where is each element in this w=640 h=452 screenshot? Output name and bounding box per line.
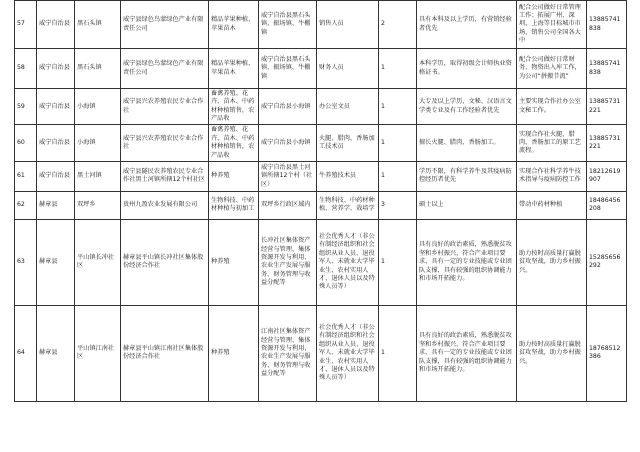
phone-cell: 13885731221	[587, 125, 627, 161]
industry-cell: 畜禽养殖、花卉、苗木、中药材种植销售，农产品收	[209, 89, 259, 125]
requirement-cell: 具有良好的政治素质，熟悉脱贫攻坚和乡村振兴，符合产业项目要求，具有一定的专业技能或专业团队支撑，具有较强的组织协调能力和市场开拓能力。	[417, 305, 517, 401]
phone-cell: 13885741838	[587, 1, 627, 49]
phone-cell: 15285656292	[587, 219, 627, 305]
county-cell: 威宁自治县	[37, 89, 75, 125]
county-cell: 威宁自治县	[37, 161, 75, 191]
county-cell: 赫章县	[37, 305, 75, 401]
requirement-cell: 具有良好的政治素质，熟悉脱贫攻坚和乡村振兴，符合产业项目要求，具有一定的专业技能或专业团队支撑，具有较强的组织协调能力和市场开拓能力。	[417, 219, 517, 305]
unit-cell: 赫章县平山镇江南社区集体股份经济合作社	[121, 305, 209, 401]
unit-cell: 威宁县绿色鸟蒙绿色产业有限责任公司	[121, 49, 209, 89]
duty-cell: 带动中药材种植	[517, 191, 587, 219]
requirement-cell: 大专及以上学历，文秘、汉语言文学类专业及有工作经验者优先	[417, 89, 517, 125]
count-cell: 3	[379, 191, 417, 219]
phone-cell: 13885731221	[587, 89, 627, 125]
industry-cell: 种养殖	[209, 161, 259, 191]
county-cell: 威宁自治县	[37, 1, 75, 49]
table-row	[15, 49, 627, 89]
phone-cell: 18212619907	[587, 161, 627, 191]
row-number: 61	[15, 161, 37, 191]
count-cell: 1	[379, 219, 417, 305]
location-cell: 威宁自治县黑石头镇、振场镇、牛棚镇	[259, 1, 317, 49]
row-number: 58	[15, 49, 37, 89]
town-cell: 黑土河镇	[75, 161, 121, 191]
town-cell: 小海镇	[75, 125, 121, 161]
town-cell: 黑石头镇	[75, 1, 121, 49]
row-number: 62	[15, 191, 37, 219]
duty-cell: 助力按时高质量打赢脱贫攻坚战，助力乡村振兴。	[517, 219, 587, 305]
industry-cell: 种养殖	[209, 305, 259, 401]
unit-cell: 赫章县平山镇长冲社区集体股份经济合作社	[121, 219, 209, 305]
duty-cell: 配合公司做好日常管理工作；拓展广州、深圳、上海等目标城市市场，销售公司全国各大中	[517, 1, 587, 49]
location-cell: 江南社区集体资产经营与管理、集体资源开发与利用、农业生产发展与服务、财务管理与收益分配等	[259, 305, 317, 401]
location-cell: 双坪乡行政区域内	[259, 191, 317, 219]
count-cell: 1	[379, 161, 417, 191]
post-cell: 牛养殖技术员	[317, 161, 379, 191]
table-row	[15, 89, 627, 125]
town-cell: 平山镇长冲社区	[75, 219, 121, 305]
industry-cell: 畜禽养殖、花卉、苗木、中药材种植销售，农产品收	[209, 125, 259, 161]
unit-cell: 威宁县绿色鸟蒙绿色产业有限责任公司	[121, 1, 209, 49]
table-body	[15, 1, 627, 402]
phone-cell: 13885741838	[587, 49, 627, 89]
count-cell: 1	[379, 89, 417, 125]
duty-cell: 助力按时高质量打赢脱贫攻坚战，助力乡村振兴。	[517, 305, 587, 401]
post-cell: 财务人员	[317, 49, 379, 89]
row-number: 59	[15, 89, 37, 125]
table-row	[15, 305, 627, 401]
table-row	[15, 161, 627, 191]
unit-cell: 威宁县隧民农养殖农民专业合作社黑土河镇所辖12个村社区	[121, 161, 209, 191]
phone-cell: 18486456208	[587, 191, 627, 219]
table-row	[15, 219, 627, 305]
post-cell: 社会优秀人才（非公有制经济组织和社会组织从业人员、退役军人、未就业大学毕业生、农村实用人才、退休人员以及特殊人员等）	[317, 219, 379, 305]
industry-cell: 精品苹果种植、苹果苗木	[209, 1, 259, 49]
post-cell: 销售人员	[317, 1, 379, 49]
count-cell: 1	[379, 125, 417, 161]
post-cell: 火腿、腊肉、香肠加工技术员	[317, 125, 379, 161]
town-cell: 小海镇	[75, 89, 121, 125]
table-row	[15, 191, 627, 219]
table-row	[15, 125, 627, 161]
industry-cell: 种养殖	[209, 219, 259, 305]
county-cell: 赫章县	[37, 191, 75, 219]
table-row	[15, 1, 627, 49]
requirement-cell: 学历不限，有科学养牛及其疫病防控经历者优先	[417, 161, 517, 191]
county-cell: 威宁自治县	[37, 125, 75, 161]
location-cell: 威宁自治县黑石头镇、振场镇、牛棚镇	[259, 49, 317, 89]
duty-cell: 主要实现合作社办公室文秘工作。	[517, 89, 587, 125]
unit-cell: 贵州九盈农业发展有限公司	[121, 191, 209, 219]
requirement-cell: 本科学历，取得初级会计师执业资格证书。	[417, 49, 517, 89]
duty-cell: 实现合作社火腿、腊肉、香肠加工的原工艺流程。	[517, 125, 587, 161]
duty-cell: 配合公司做好日常财务、物资出入库工作，为公司“拼搬节流”	[517, 49, 587, 89]
row-number: 63	[15, 219, 37, 305]
count-cell: 1	[379, 305, 417, 401]
row-number: 64	[15, 305, 37, 401]
requirement-cell: 硕士以上	[417, 191, 517, 219]
post-cell: 办公室文员	[317, 89, 379, 125]
duty-cell: 实现合作社科学养牛技术指导与疫病防控工作	[517, 161, 587, 191]
location-cell: 威宁自治县小海镇	[259, 125, 317, 161]
requirement-cell: 具有本科及以上学历，有营销经验者优先	[417, 1, 517, 49]
requirement-cell: 擅长火腿、腊肉、香肠加工。	[417, 125, 517, 161]
post-cell: 生物科技、中药材种植、营养学、栽培学	[317, 191, 379, 219]
phone-cell: 18768512386	[587, 305, 627, 401]
county-cell: 威宁自治县	[37, 49, 75, 89]
unit-cell: 威宁县兴农养殖农民专业合作社	[121, 89, 209, 125]
location-cell: 威宁自治县小海镇	[259, 89, 317, 125]
industry-cell: 精品苹果种植、苹果苗木	[209, 49, 259, 89]
recruitment-table	[14, 0, 627, 402]
location-cell: 长冲社区集体资产经营与管理、集体资源开发与利用、农业生产发展与服务、财务管理与收益分配等	[259, 219, 317, 305]
row-number: 57	[15, 1, 37, 49]
county-cell: 赫章县	[37, 219, 75, 305]
town-cell: 黑石头镇	[75, 49, 121, 89]
post-cell: 社会优秀人才（非公有制经济组织和社会组织从业人员、退役军人、未就业大学毕业生、农村实用人才、退休人员以及特殊人员等）	[317, 305, 379, 401]
industry-cell: 生物科技、中药材种植与初加工	[209, 191, 259, 219]
town-cell: 双坪乡	[75, 191, 121, 219]
unit-cell: 威宁县兴农养殖农民专业合作社	[121, 125, 209, 161]
town-cell: 平山镇江南社区	[75, 305, 121, 401]
count-cell: 1	[379, 49, 417, 89]
count-cell: 2	[379, 1, 417, 49]
row-number: 60	[15, 125, 37, 161]
location-cell: 威宁自治县黑土河镇所辖12个村（社区）	[259, 161, 317, 191]
